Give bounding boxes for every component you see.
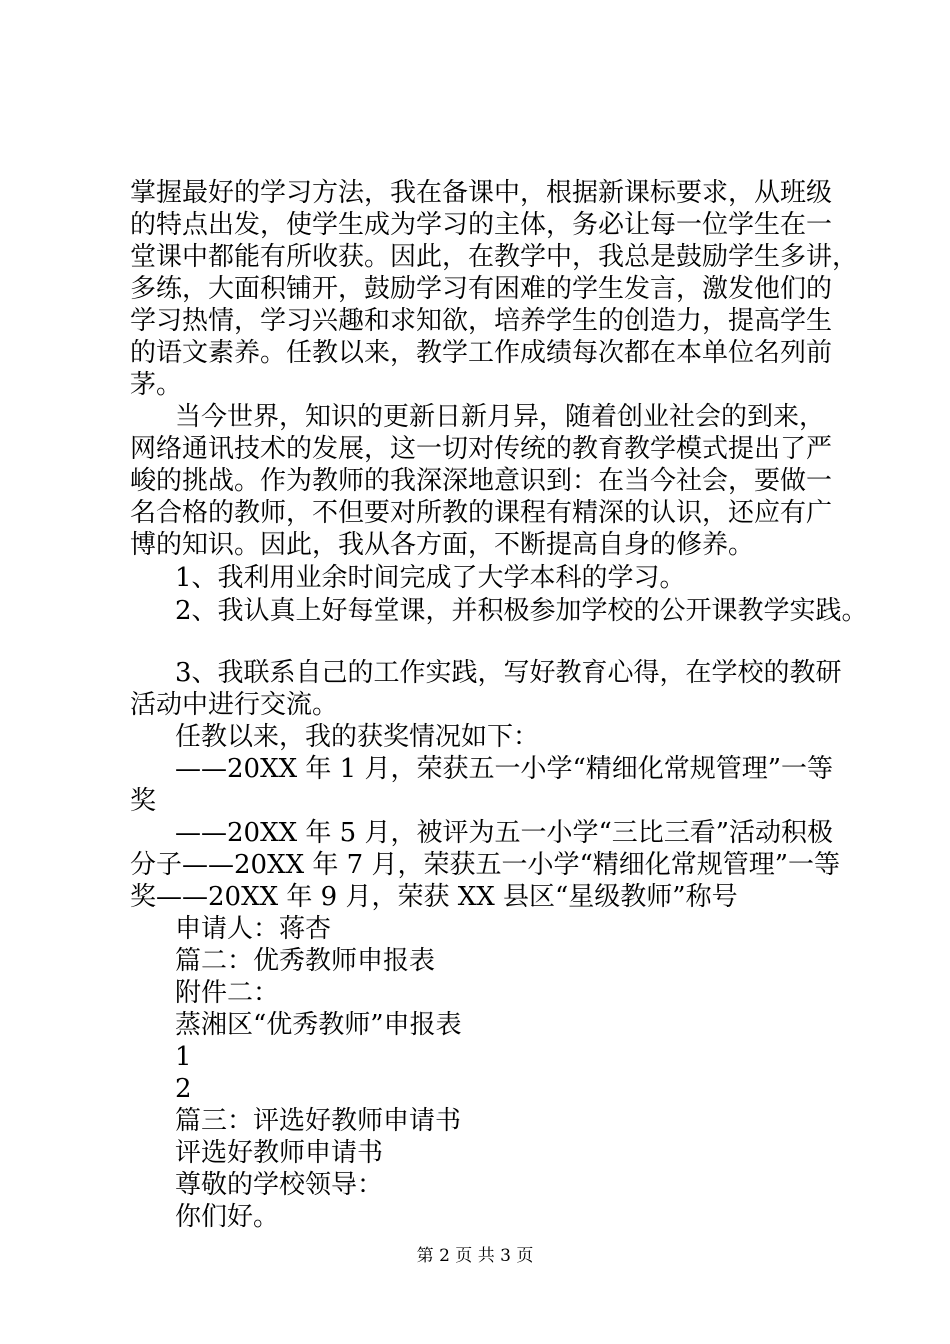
body-line: 活动中进行交流。 [130, 690, 339, 720]
list-item: 3、我联系自己的工作实践，写好教育心得，在学校的教研 [175, 658, 842, 688]
body-line: 的语文素养。任教以来，教学工作成绩每次都在本单位名列前 [130, 338, 833, 368]
body-line: 名合格的教师，不但要对所教的课程有精深的认识，还应有广 [130, 498, 833, 528]
number-line: 1 [175, 1042, 192, 1072]
list-item: 2、我认真上好每堂课，并积极参加学校的公开课教学实践。 [175, 596, 868, 626]
body-line: 堂课中都能有所收获。因此，在教学中，我总是鼓励学生多讲， [130, 242, 859, 272]
award-line: 分子——20XX 年 7 月，荣获五一小学“精细化常规管理”一等 [130, 850, 841, 880]
body-line: 的特点出发，使学生成为学习的主体，务必让每一位学生在一 [130, 210, 833, 240]
paragraph-first-line: 当今世界，知识的更新日新月异，随着创业社会的到来， [175, 402, 826, 432]
body-line: 多练，大面积铺开，鼓励学习有困难的学生发言，激发他们的 [130, 274, 833, 304]
letter-title: 评选好教师申请书 [175, 1138, 384, 1168]
attachment-label: 附件二： [175, 978, 280, 1008]
number-line: 2 [175, 1074, 192, 1104]
award-line: 奖——20XX 年 9 月，荣获 XX 县区“星级教师”称号 [130, 882, 738, 912]
body-line: 茅。 [130, 370, 183, 400]
award-line: 奖 [130, 786, 157, 816]
salutation: 尊敬的学校领导： [175, 1170, 384, 1200]
award-line: ——20XX 年 5 月，被评为五一小学“三比三看”活动积极 [175, 818, 834, 848]
section-heading: 篇三：评选好教师申请书 [175, 1106, 462, 1136]
form-title: 蒸湘区“优秀教师”申报表 [175, 1010, 462, 1040]
body-line: 掌握最好的学习方法，我在备课中，根据新课标要求，从班级 [130, 178, 833, 208]
greeting: 你们好。 [175, 1202, 280, 1232]
body-line: 网络通讯技术的发展，这一切对传统的教育教学模式提出了严 [130, 434, 833, 464]
award-line: ——20XX 年 1 月，荣获五一小学“精细化常规管理”一等 [175, 754, 834, 784]
body-line: 峻的挑战。作为教师的我深深地意识到：在当今社会，要做一 [130, 466, 833, 496]
body-line: 任教以来，我的获奖情况如下： [175, 722, 540, 752]
applicant-line: 申请人：蒋杏 [175, 914, 332, 944]
section-heading: 篇二：优秀教师申报表 [175, 946, 436, 976]
list-item: 1、我利用业余时间完成了大学本科的学习。 [175, 563, 686, 593]
body-line: 博的知识。因此，我从各方面，不断提高自身的修养。 [130, 530, 755, 560]
page-footer: 第 2 页 共 3 页 [416, 1246, 534, 1266]
body-line: 学习热情，学习兴趣和求知欲，培养学生的创造力，提高学生 [130, 306, 833, 336]
